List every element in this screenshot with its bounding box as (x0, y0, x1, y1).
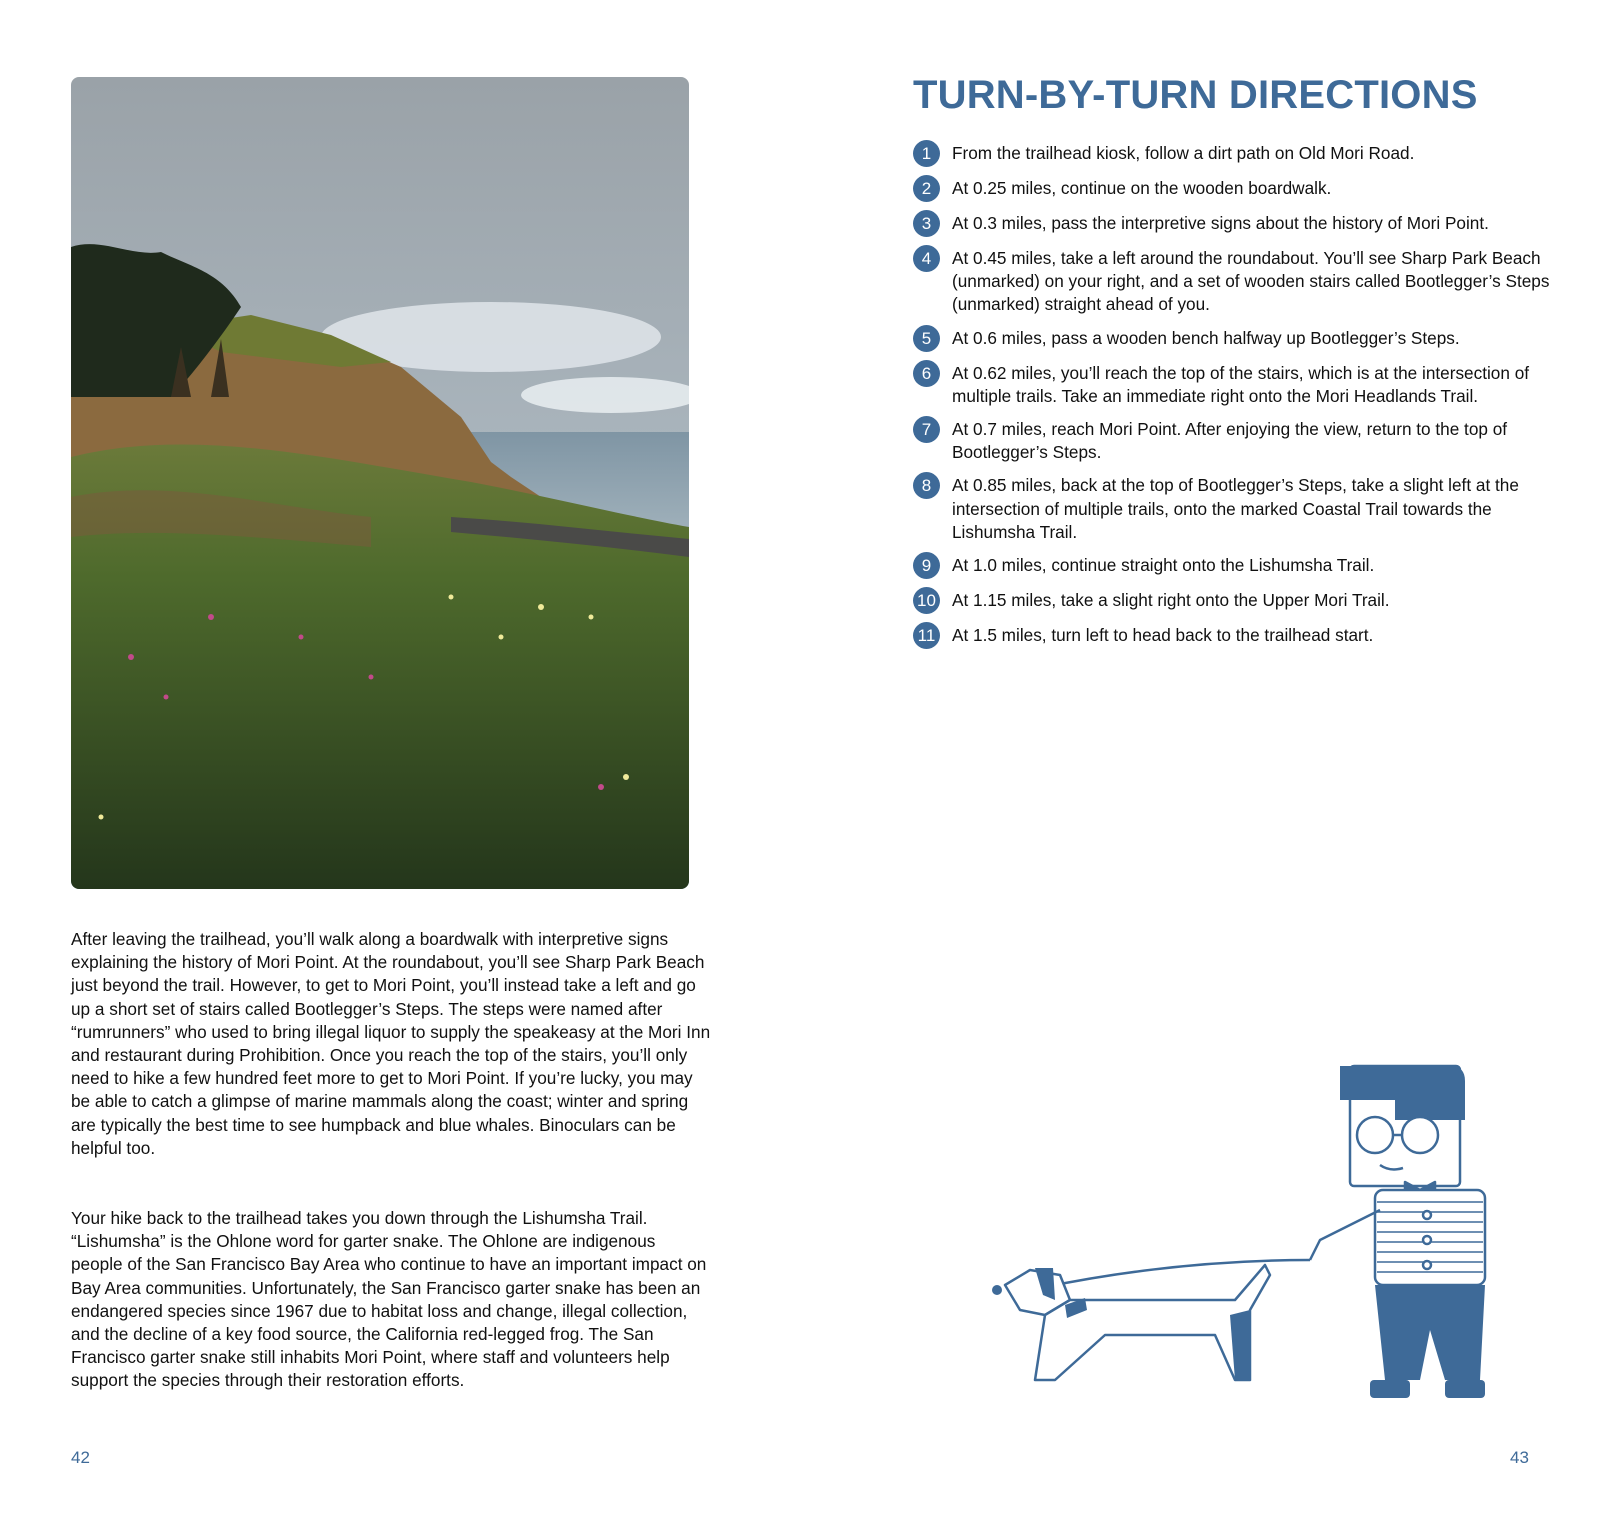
step-number-badge: 9 (913, 552, 940, 579)
step-number-badge: 11 (913, 622, 940, 649)
directions-list (913, 142, 1553, 659)
step-text: At 1.5 miles, turn left to head back to the trailhead start. (952, 625, 1374, 646)
list-item (913, 247, 1553, 317)
list-item (913, 362, 1553, 408)
page-number-left: 42 (71, 1448, 90, 1467)
dog-walker-illustration (975, 1060, 1490, 1420)
list-item (913, 418, 1553, 464)
list-item (913, 589, 1553, 614)
step-text: At 0.7 miles, reach Mori Point. After enjoying the view, return to the top of Bootlegger’s Steps. (952, 419, 1508, 463)
list-item (913, 554, 1553, 579)
coastal-photo-art (71, 77, 689, 889)
dog-walker-art (975, 1060, 1490, 1420)
coastal-photo (71, 77, 689, 889)
list-item (913, 474, 1553, 544)
step-text: From the trailhead kiosk, follow a dirt path on Old Mori Road. (952, 143, 1415, 163)
list-item (913, 624, 1553, 649)
step-number-badge: 3 (913, 210, 940, 237)
list-item (913, 142, 1553, 167)
step-text: At 0.45 miles, take a left around the roundabout. You’ll see Sharp Park Beach (unmarked) on your right, and a set of wooden stairs called Bootlegger’s Steps (unmarked) straight ahead of you. (952, 248, 1550, 315)
step-number-badge: 1 (913, 140, 940, 167)
body-paragraph-1: After leaving the trailhead, you’ll walk along a boardwalk with interpretive signs explaining the history of Mori Point. At the roundabout, you’ll see Sharp Park Beach just beyond the trail. However, to get to Mori Point, you’ll instead take a left and go up a short set of stairs called Bootlegger’s Steps. The steps were named after “rumrunners” who used to bring illegal liquor to supply the speakeasy at the Mori Inn and restaurant during Prohibition. Once you reach the top of the stairs, you’ll only need to hike a few hundred feet more to get to Mori Point. If you’re lucky, you may be able to catch a glimpse of marine mammals along the coast; winter and spring are typically the best time to see humpback and blue whales. Binoculars can be helpful too. (71, 929, 711, 1158)
step-text: At 0.3 miles, pass the interpretive signs about the history of Mori Point. (952, 213, 1489, 233)
step-number-badge: 6 (913, 360, 940, 387)
page-title: TURN-BY-TURN DIRECTIONS (913, 73, 1478, 117)
step-text: At 0.6 miles, pass a wooden bench halfway up Bootlegger’s Steps. (952, 327, 1460, 348)
step-number-badge: 10 (913, 587, 940, 614)
step-number-badge: 2 (913, 175, 940, 202)
step-text: At 0.85 miles, back at the top of Bootlegger’s Steps, take a slight left at the intersection of multiple trails, onto the marked Coastal Trail towards the Lishumsha Trail. (952, 475, 1519, 542)
page-number-right: 43 (1510, 1448, 1529, 1467)
list-item (913, 327, 1553, 352)
step-number-badge: 7 (913, 416, 940, 443)
body-paragraph-2: Your hike back to the trailhead takes you down through the Lishumsha Trail. “Lishumsha” is the Ohlone word for garter snake. The Ohlone are indigenous people of the San Francisco Bay Area who continue to have an important impact on Bay Area communities. Unfortunately, the San Francisco garter snake has been an endangered species since 1967 due to habitat loss and change, illegal collection, and the decline of a key food source, the California red-legged frog. The San Francisco garter snake still inhabits Mori Point, where staff and volunteers help support the species through their restoration efforts. (71, 1208, 707, 1391)
step-number-badge: 8 (913, 472, 940, 499)
step-text: At 0.25 miles, continue on the wooden boardwalk. (952, 178, 1332, 198)
step-text: At 1.15 miles, take a slight right onto the Upper Mori Trail. (952, 590, 1390, 611)
list-item (913, 177, 1553, 202)
step-text: At 1.0 miles, continue straight onto the Lishumsha Trail. (952, 555, 1375, 576)
step-number-badge: 4 (913, 245, 940, 272)
list-item (913, 212, 1553, 237)
step-number-badge: 5 (913, 325, 940, 352)
step-text: At 0.62 miles, you’ll reach the top of the stairs, which is at the intersection of multiple trails. Take an immediate right onto the Mori Headlands Trail. (952, 362, 1530, 406)
